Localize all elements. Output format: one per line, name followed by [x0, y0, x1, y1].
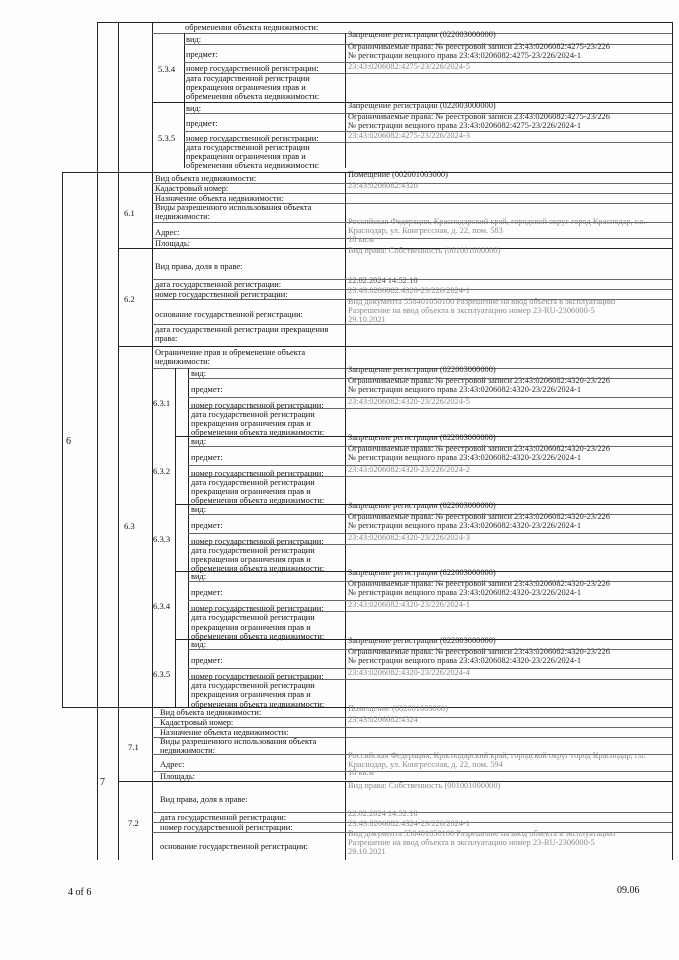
field-label: номер государственной регистрации:: [191, 401, 324, 410]
row-line: [188, 544, 672, 545]
row-line: [188, 679, 672, 680]
field-value: № регистрации вещного права 23:43:0206082:4320-23/226/2024-1: [348, 656, 582, 666]
sublabel-border: [188, 368, 189, 707]
field-value: Ограничиваемые права: № реестровой записи 23:43:0206082:4320-23/226: [348, 443, 610, 453]
field-label: Кадастровый номер:: [155, 184, 229, 193]
field-value: № регистрации вещного права 23:43:0206082:4320-23/226/2024-1: [348, 452, 582, 462]
field-value: № регистрации вещного права 23:43:0206082:4320-23/226/2024-1: [348, 588, 582, 598]
field-value: Российская Федерация, Краснодарский край, городской округ город Краснодар, г.о. Краснодар, ул. Конгрессная, д. 22, пом. 594: [348, 751, 646, 770]
section-number: 5.3.5: [158, 133, 176, 143]
subnum-border: [184, 33, 185, 168]
field-label: дата государственной регистрации прекращения ограничения прав и обременения объекта недвижимости:: [186, 143, 320, 171]
field-value: Вид права: Собственность (001001000000): [348, 246, 501, 255]
top-border: [97, 22, 672, 23]
field-value: Ограничиваемые права: № реестровой записи 23:43:0206082:4275-23/226: [348, 112, 610, 121]
continuation-label: обременения объекта недвижимости:: [185, 23, 319, 32]
field-label: дата государственной регистрации прекращения ограничения прав и обременения объекта недвижимости:: [191, 545, 325, 573]
field-label: Кадастровый номер:: [160, 718, 234, 727]
field-value: 29.10.2021: [348, 315, 386, 324]
row-line: [188, 533, 672, 534]
field-label: номер государственной регистрации:: [191, 468, 324, 478]
field-value: 23:43:0206082:4324: [348, 715, 418, 724]
field-value: Ограничиваемые права: № реестровой записи 23:43:0206082:4320-23/226: [348, 376, 610, 385]
field-label: вид:: [191, 572, 207, 582]
field-label: вид:: [186, 104, 202, 113]
field-label: предмет:: [191, 520, 223, 530]
field-label: номер государственной регистрации:: [186, 64, 319, 73]
field-label: Назначение объекта недвижимости:: [155, 194, 284, 203]
field-label: номер государственной регистрации:: [155, 290, 288, 299]
field-value: 23:43:0206082:4324-23/226/2024-1: [348, 819, 470, 828]
field-label: предмет:: [191, 588, 223, 598]
row-line: [188, 611, 672, 612]
field-value: Запрещение регистрации (022003000000): [348, 500, 496, 510]
section-number: 7: [100, 777, 105, 788]
section-line: [62, 172, 97, 173]
label-value-border: [345, 346, 346, 368]
field-label: Площадь:: [160, 772, 195, 781]
field-value: Запрещение регистрации (022003000000): [348, 636, 496, 646]
field-label: основание государственной регистрации:: [160, 842, 308, 851]
field-label: вид:: [191, 504, 207, 514]
section-number: 6.2: [124, 294, 135, 304]
field-label: Адрес:: [160, 760, 185, 769]
field-value: 18 кв.м: [348, 235, 374, 244]
field-value: Запрещение регистрации (022003000000): [348, 30, 496, 39]
field-label: вид:: [191, 369, 207, 378]
row-line: [188, 408, 672, 409]
field-value: 22.02.2024 14:52:18: [348, 809, 418, 818]
field-label: Вид права, доля в праве:: [155, 262, 243, 271]
field-value: Российская Федерация, Краснодарский край, городской округ город Краснодар, г.о. Краснодар, ул. Конгрессная, д. 22, пом. 583: [348, 217, 646, 236]
field-label: предмет:: [186, 50, 218, 59]
row-line: [188, 465, 672, 466]
label-value-border: [345, 33, 346, 168]
section-number: 7.1: [128, 742, 139, 752]
field-label: Вид права, доля в праве:: [160, 795, 248, 804]
field-label: предмет:: [191, 656, 223, 666]
section-number: 6.3: [124, 521, 135, 531]
field-value: 23:43:0206082:4320-23/226/2024-5: [348, 397, 470, 406]
col-sub-border: [152, 22, 153, 860]
field-value: № регистрации вещного права 23:43:0206082:4275-23/226/2024-1: [348, 51, 582, 60]
field-label: дата государственной регистрации прекращения ограничения прав и обременения объекта недвижимости:: [186, 74, 320, 102]
field-value: № регистрации вещного права 23:43:0206082:4320-23/226/2024-1: [348, 385, 582, 394]
field-value: Помещение (002001003000): [348, 170, 448, 179]
field-value: № регистрации вещного права 23:43:0206082:4275-23/226/2024-1: [348, 121, 582, 130]
field-label: Вид объекта недвижимости:: [155, 174, 257, 183]
section-number: 6.3.4: [153, 601, 171, 612]
field-label: Вид объекта недвижимости:: [160, 708, 262, 717]
section-left-border: [62, 172, 63, 707]
field-value: Запрещение регистрации (022003000000): [348, 365, 496, 374]
section-number: 6.3.3: [153, 533, 171, 544]
field-label: Ограничение прав и обременение объекта недвижимости:: [155, 348, 306, 367]
section-number: 6.3.5: [153, 669, 171, 680]
field-label: дата государственной регистрации прекращения права:: [155, 325, 329, 344]
section-line: [118, 346, 672, 347]
field-value: Вид права: Собственность (001001000000): [348, 781, 501, 790]
field-label: дата государственной регистрации:: [160, 813, 287, 822]
field-value: Разрешение на ввод объекта в эксплуатацию номер 23-RU-2306000-5: [348, 838, 595, 847]
field-value: 22.02.2024 14:52:18: [348, 276, 418, 285]
field-label: номер государственной регистрации:: [191, 672, 324, 682]
field-value: 23:43:0206082:4320-23/226/2024-1: [348, 600, 470, 610]
field-label: вид:: [191, 436, 207, 446]
field-label: основание государственной регистрации:: [155, 310, 303, 319]
field-label: Площадь:: [155, 239, 190, 248]
section-number: 7.2: [128, 818, 139, 828]
field-label: дата государственной регистрации прекращения ограничения прав и обременения объекта недвижимости:: [191, 613, 325, 641]
section-number: 6.3.1: [153, 398, 171, 408]
field-value: 23:43:0206082:4320: [348, 181, 418, 190]
label-value-border: [345, 248, 346, 346]
field-value: Ограничиваемые права: № реестровой записи 23:43:0206082:4275-23/226: [348, 42, 610, 51]
section-number: 6: [66, 436, 71, 447]
field-label: Виды разрешенного использования объекта недвижимости:: [160, 737, 317, 756]
subnum-border: [175, 368, 176, 707]
field-label: дата государственной регистрации прекращения ограничения прав и обременения объекта недвижимости:: [191, 477, 325, 506]
field-label: Виды разрешенного использования объекта недвижимости:: [155, 203, 312, 222]
field-value: 23:43:0206082:4320-23/226/2024-2: [348, 464, 470, 474]
row-line: [188, 649, 672, 650]
field-value: 18 кв.м: [348, 768, 374, 777]
row-line: [188, 378, 672, 379]
row-line: [188, 476, 672, 477]
outer-right-border: [672, 22, 673, 860]
col-border: [118, 707, 119, 860]
field-value: 23:43:0206082:4320-23/226/2024-3: [348, 532, 470, 542]
field-label: вид:: [186, 35, 202, 44]
label-value-border: [345, 781, 346, 860]
field-label: номер государственной регистрации:: [191, 604, 324, 614]
field-label: дата государственной регистрации:: [155, 280, 282, 289]
field-label: Назначение объекта недвижимости:: [160, 728, 289, 737]
field-value: Помещение (002001003000): [348, 704, 448, 713]
row-line: [188, 581, 672, 582]
field-label: номер государственной регистрации:: [191, 536, 324, 546]
section-number: 6.1: [124, 208, 135, 218]
field-value: Вид документа 558401050100 Разрешение на ввод объекта в эксплуатацию: [348, 829, 616, 838]
field-label: предмет:: [191, 385, 223, 394]
row-line: [188, 600, 672, 601]
field-value: Запрещение регистрации (022003000000): [348, 432, 496, 442]
label-value-border: [345, 368, 346, 707]
field-label: предмет:: [191, 452, 223, 462]
field-value: Ограничиваемые права: № реестровой записи 23:43:0206082:4320-23/226: [348, 511, 610, 521]
field-value: № регистрации вещного права 23:43:0206082:4320-23/226/2024-1: [348, 520, 582, 530]
field-label: номер государственной регистрации:: [186, 134, 319, 143]
field-value: Разрешение на ввод объекта в эксплуатацию номер 23-RU-2306000-5: [348, 306, 595, 315]
field-label: вид:: [191, 640, 207, 650]
outer-left-border: [97, 22, 98, 860]
row-line: [188, 514, 672, 515]
field-value: Ограничиваемые права: № реестровой записи 23:43:0206082:4320-23/226: [348, 647, 610, 657]
field-label: номер государственной регистрации:: [160, 823, 293, 832]
section-number: 5.3.4: [158, 64, 176, 74]
field-label: дата государственной регистрации прекращения ограничения прав и обременения объекта недвижимости:: [191, 681, 325, 709]
row-line: [188, 397, 672, 398]
field-value: Запрещение регистрации (022003000000): [348, 101, 496, 110]
row-line: [188, 446, 672, 447]
row-line: [188, 668, 672, 669]
page-counter: 4 of 6: [68, 887, 92, 898]
field-label: дата государственной регистрации прекращения ограничения прав и обременения объекта недвижимости:: [191, 410, 325, 438]
field-value: Ограничиваемые права: № реестровой записи 23:43:0206082:4320-23/226: [348, 579, 610, 589]
field-value: 23:43:0206082:4275-23/226/2024-3: [348, 131, 470, 140]
field-value: Запрещение регистрации (022003000000): [348, 568, 496, 578]
field-label: предмет:: [186, 119, 218, 128]
field-value: 29.10.2021: [348, 847, 386, 856]
field-value: 23:43:0206082:4275-23/226/2024-5: [348, 62, 470, 71]
field-label: Адрес:: [155, 228, 180, 237]
footer-date: 09.06: [617, 885, 640, 896]
field-value: 23:43:0206082:4320-23/226/2024-1: [348, 286, 470, 295]
section-number: 6.3.2: [153, 465, 171, 476]
field-value: 23:43:0206082:4320-23/226/2024-4: [348, 668, 470, 678]
field-value: Вид документа 558401050100 Разрешение на ввод объекта в эксплуатацию: [348, 297, 616, 306]
